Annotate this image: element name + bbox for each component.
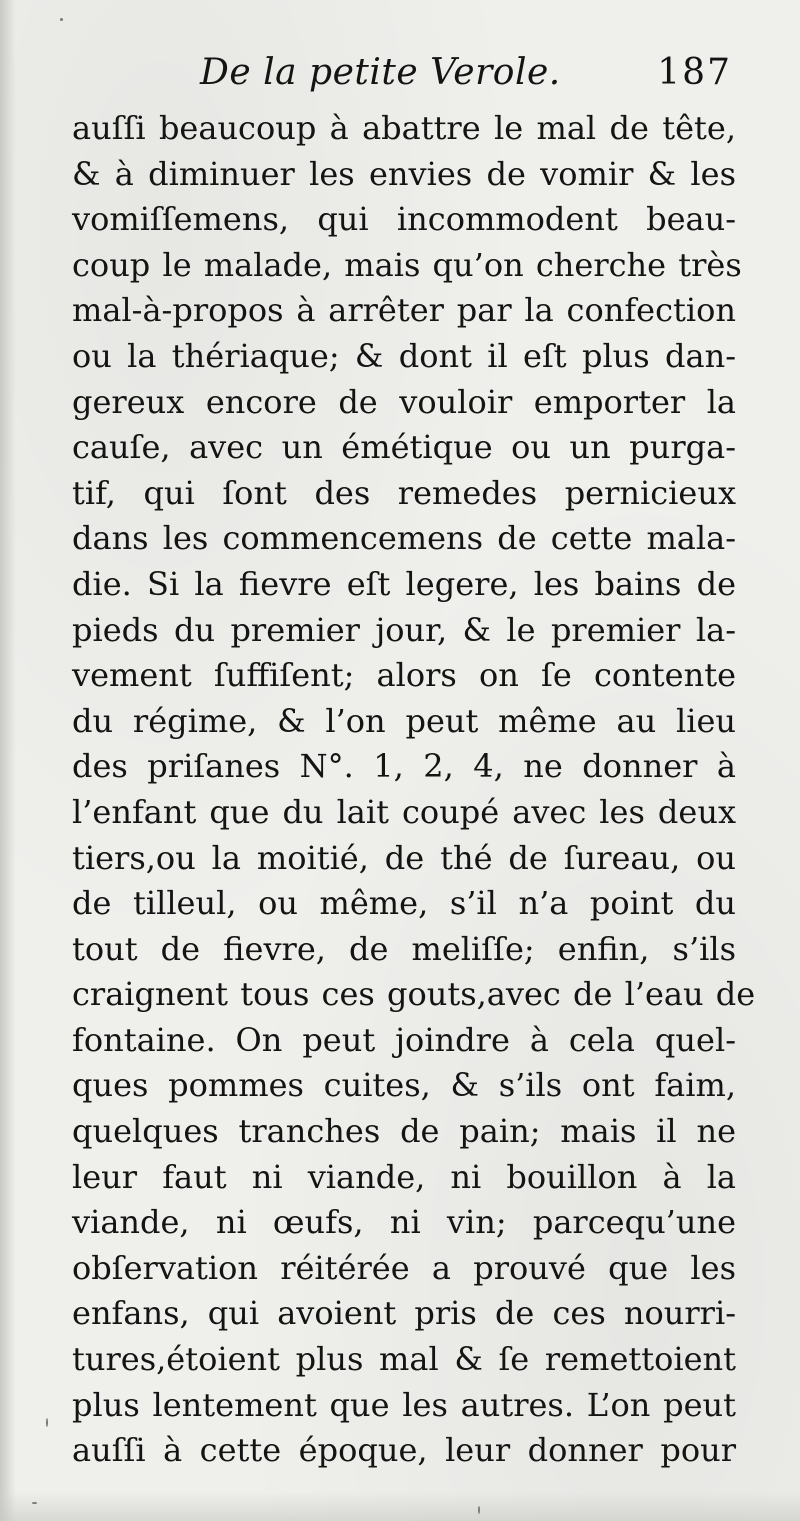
text-line: des priſanes N°. 1, 2, 4, ne donner à	[72, 747, 736, 786]
text-line: fontaine. On peut joindre à cela quel-	[72, 1020, 736, 1059]
paper-speck	[32, 1502, 37, 1504]
text-line: plus lentement que les autres. L’on peut	[72, 1385, 736, 1424]
text-line: ques pommes cuites, & s’ils ont faim,	[72, 1066, 736, 1105]
text-line: tif, qui ſont des remedes pernicieux	[72, 473, 736, 512]
text-line: pieds du premier jour, & le premier la-	[72, 610, 736, 649]
paper-speck	[60, 18, 63, 21]
text-line: vomiſſemens, qui incommodent beau-	[72, 200, 736, 239]
text-line: mal-à-propos à arrêter par la confection	[72, 291, 736, 330]
page-header	[72, 52, 732, 102]
page-edge-shadow	[0, 1491, 800, 1521]
paper-speck	[478, 1506, 480, 1514]
text-line: cauſe, avec un émétique ou un purga-	[72, 428, 736, 467]
binding-shadow	[0, 0, 16, 1521]
text-line: vement ſuffiſent; alors on ſe contente	[72, 656, 736, 695]
text-line: du régime, & l’on peut même au lieu	[72, 701, 736, 740]
text-line: leur faut ni viande, ni bouillon à la	[72, 1157, 736, 1196]
text-line: gereux encore de vouloir emporter la	[72, 382, 736, 421]
text-line: de tilleul, ou même, s’il n’a point du	[72, 884, 736, 923]
paper-speck	[46, 1418, 48, 1427]
body-text	[72, 106, 756, 1474]
text-line: die. Si la fievre eſt legere, les bains de	[72, 564, 736, 603]
text-line: auſſi à cette époque, leur donner pour	[72, 1431, 736, 1470]
text-line: & à diminuer les envies de vomir & les	[72, 154, 736, 193]
text-line: ou la thériaque; & dont il eſt plus dan-	[72, 336, 736, 375]
text-line: craignent tous ces gouts,avec de l’eau de	[72, 975, 756, 1014]
text-line: viande, ni œufs, ni vin; parcequ’une	[72, 1203, 736, 1242]
text-line: obſervation réitérée a prouvé que les	[72, 1248, 736, 1287]
text-line: auſſi beaucoup à abattre le mal de tête,	[72, 109, 736, 147]
text-line: quelques tranches de pain; mais il ne	[72, 1112, 736, 1151]
text-line: l’enfant que du lait coupé avec les deux	[72, 792, 736, 831]
text-line: coup le malade, mais qu’on cherche très	[72, 245, 742, 284]
text-line: dans les commencemens de cette mala-	[72, 519, 736, 558]
text-line: tiers,ou la moitié, de thé de ſureau, ou	[72, 838, 736, 877]
text-line: enfans, qui avoient pris de ces nourri-	[72, 1294, 736, 1333]
running-title: De la petite Verole.	[200, 52, 561, 93]
page-number: 187	[657, 52, 732, 93]
text-line: tures,étoient plus mal & ſe remettoient	[72, 1340, 736, 1379]
text-line: tout de fievre, de meliſſe; enfin, s’ils	[72, 929, 736, 968]
